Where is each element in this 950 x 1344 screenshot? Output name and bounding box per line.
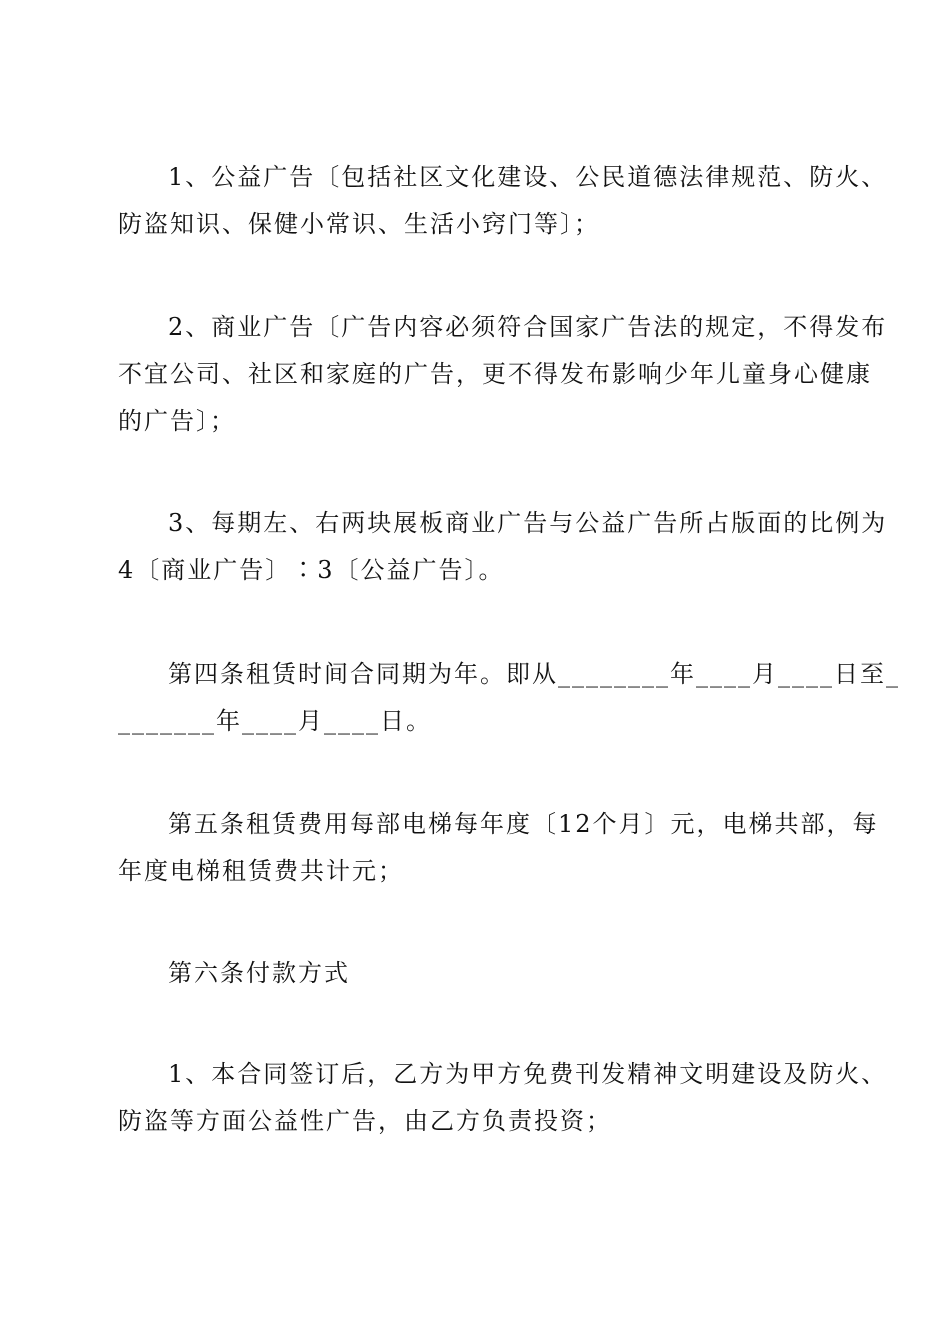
paragraph-line: _______年____月____日。 — [118, 707, 432, 735]
paragraph-line: 2、商业广告〔广告内容必须符合国家广告法的规定，不得发布 — [168, 313, 888, 341]
paragraph-line: 1、本合同签订后，乙方为甲方免费刊发精神文明建设及防火、 — [168, 1060, 888, 1088]
paragraph-line: 1、公益广告〔包括社区文化建设、公民道德法律规范、防火、 — [168, 163, 888, 191]
paragraph-line: 防盗等方面公益性广告，由乙方负责投资； — [118, 1107, 612, 1135]
paragraph-article-6-heading — [118, 950, 834, 997]
paragraph-ad-ratio — [118, 500, 888, 594]
paragraph-line: 3、每期左、右两块展板商业广告与公益广告所占版面的比例为 — [168, 509, 888, 537]
paragraph-line: 第六条付款方式 — [168, 959, 350, 987]
paragraph-public-ads — [118, 154, 888, 248]
paragraph-line: 年度电梯租赁费共计元； — [118, 857, 404, 885]
paragraph-line: 不宜公司、社区和家庭的广告，更不得发布影响少年儿童身心健康 — [118, 360, 872, 388]
paragraph-article-4-lease-term — [118, 651, 900, 745]
paragraph-line: 防盗知识、保健小常识、生活小窍门等〕； — [118, 210, 600, 238]
paragraph-commercial-ads — [118, 304, 888, 445]
paragraph-line: 第四条租赁时间合同期为年。即从________年____月____日至_ — [168, 660, 900, 688]
paragraph-article-5-lease-fee — [118, 801, 879, 895]
paragraph-line: 4〔商业广告〕∶3〔公益广告〕。 — [118, 556, 505, 584]
paragraph-line: 的广告〕； — [118, 407, 236, 435]
paragraph-line: 第五条租赁费用每部电梯每年度〔12个月〕元，电梯共部，每 — [168, 810, 879, 838]
paragraph-payment-item-1 — [118, 1051, 888, 1145]
